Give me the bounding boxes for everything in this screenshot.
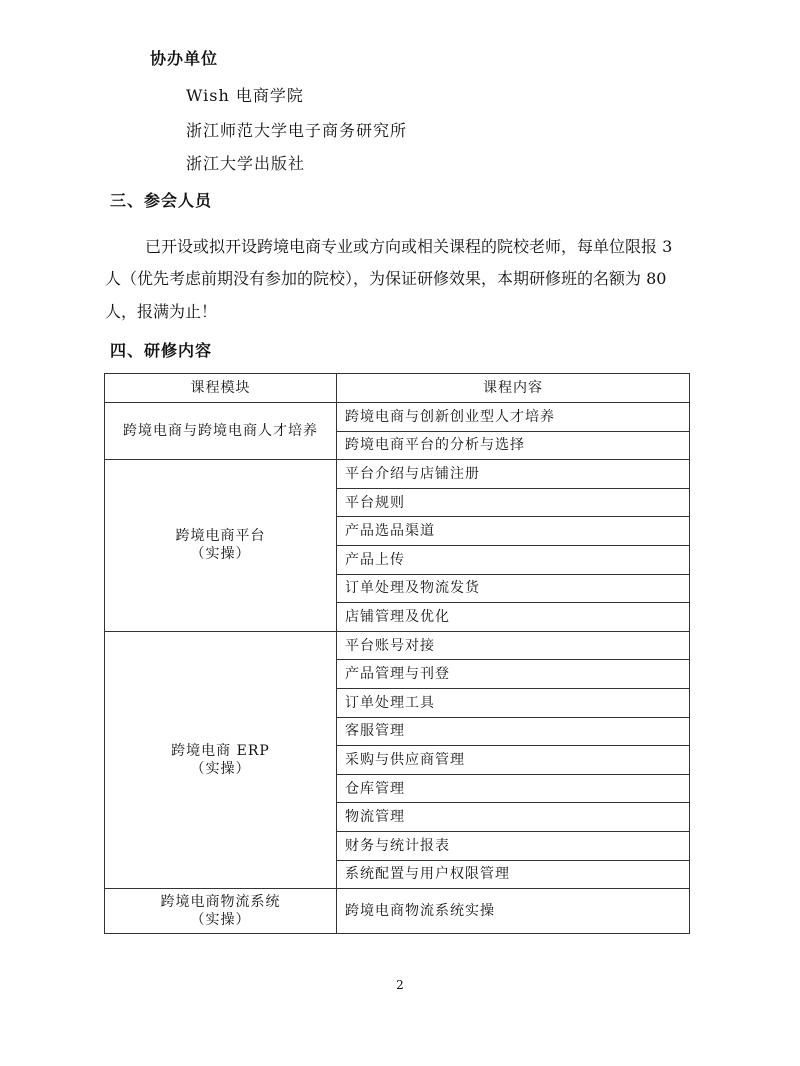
module-sublabel: （实操） [190, 912, 251, 929]
content-cell: 财务与统计报表 [337, 831, 690, 860]
cohost-org-2: 浙江师范大学电子商务研究所 [186, 121, 408, 140]
cohost-org-1: Wish 电商学院 [186, 86, 304, 105]
content-cell: 采购与供应商管理 [337, 746, 690, 775]
content-cell: 跨境电商物流系统实操 [337, 889, 690, 934]
header-module: 课程模块 [105, 374, 337, 403]
section3-line-3: 人，报满为止！ [105, 302, 218, 321]
content-cell: 订单处理工具 [337, 688, 690, 717]
content-cell: 平台账号对接 [337, 631, 690, 660]
section3-heading: 三、参会人员 [110, 191, 213, 210]
content-cell: 系统配置与用户权限管理 [337, 860, 690, 889]
table-header-row [105, 374, 690, 403]
content-cell: 产品选品渠道 [337, 517, 690, 546]
curriculum-table [104, 373, 690, 934]
content-cell: 平台介绍与店铺注册 [337, 460, 690, 489]
content-cell: 产品管理与刊登 [337, 660, 690, 689]
section4-heading: 四、研修内容 [110, 341, 213, 360]
module-cell [105, 889, 337, 934]
cohost-org-3: 浙江大学出版社 [186, 154, 306, 173]
table-row [105, 403, 690, 432]
content-cell: 物流管理 [337, 803, 690, 832]
content-cell: 跨境电商与创新创业型人才培养 [337, 403, 690, 432]
table-row [105, 631, 690, 660]
content-cell: 订单处理及物流发货 [337, 574, 690, 603]
header-content: 课程内容 [337, 374, 690, 403]
content-cell: 平台规则 [337, 488, 690, 517]
content-cell: 仓库管理 [337, 774, 690, 803]
table-row [105, 889, 690, 934]
section3-line-2: 人（优先考虑前期没有参加的院校），为保证研修效果，本期研修班的名额为 80 [105, 269, 667, 288]
module-cell [105, 460, 337, 632]
module-label: 跨境电商与跨境电商人才培养 [123, 423, 318, 440]
module-cell [105, 631, 337, 888]
module-sublabel: （实操） [190, 760, 251, 777]
section3-line-1: 已开设或拟开设跨境电商专业或方向或相关课程的院校老师，每单位限报 3 [145, 237, 673, 256]
module-label: 跨境电商平台 [175, 528, 266, 545]
module-sublabel: （实操） [190, 546, 251, 563]
content-cell: 店铺管理及优化 [337, 603, 690, 632]
module-label: 跨境电商物流系统 [160, 894, 281, 911]
page-number: 2 [396, 978, 404, 992]
module-label: 跨境电商 ERP [171, 742, 270, 759]
content-cell: 跨境电商平台的分析与选择 [337, 431, 690, 460]
content-cell: 产品上传 [337, 545, 690, 574]
cohost-heading: 协办单位 [150, 49, 219, 68]
module-cell [105, 403, 337, 460]
content-cell: 客服管理 [337, 717, 690, 746]
table-row [105, 460, 690, 489]
